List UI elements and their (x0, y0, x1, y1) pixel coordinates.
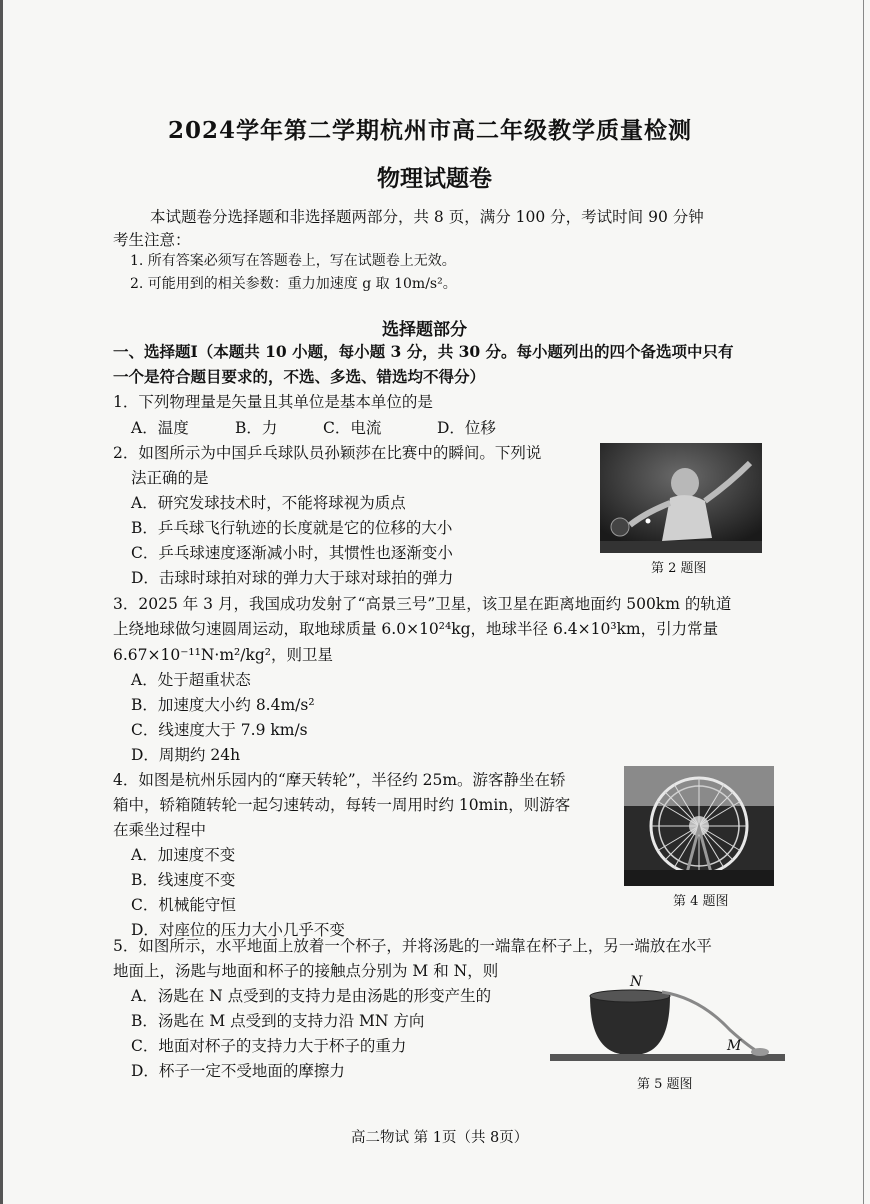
q5-option-a: A．汤匙在 N 点受到的支持力是由汤匙的形变产生的 (131, 987, 492, 1005)
scan-edge-right (863, 0, 864, 1204)
q1-option-b: B．力 (235, 419, 278, 437)
q4-option-a: A．加速度不变 (131, 846, 236, 864)
q5-option-d: D．杯子一定不受地面的摩擦力 (131, 1062, 345, 1080)
notice-item-2: 2. 可能用到的相关参数：重力加速度 g 取 10m/s²。 (130, 276, 457, 292)
section-heading-2: 一个是符合题目要求的，不选、多选、错选均不得分） (113, 367, 486, 386)
q3-stem-1: 3．2025 年 3 月，我国成功发射了“高景三号”卫星，该卫星在距离地面约 500km 的轨道 (113, 595, 732, 613)
q2-stem-1: 2．如图所示为中国乒乓球队员孙颖莎在比赛中的瞬间。下列说 (113, 444, 542, 462)
q2-option-c: C．乒乓球速度逐渐减小时，其惯性也逐渐变小 (131, 544, 453, 562)
q3-stem-2: 上绕地球做匀速圆周运动，取地球质量 6.0×10²⁴kg，地球半径 6.4×10³km，引力常量 (113, 620, 719, 638)
q3-option-a: A．处于超重状态 (131, 671, 251, 689)
page-footer: 高二物试 第 1页（共 8页） (351, 1130, 529, 1146)
q4-option-c: C．机械能守恒 (131, 896, 236, 914)
q4-caption: 第 4 题图 (673, 894, 729, 909)
page-title: 2024学年第二学期杭州市高二年级教学质量检测 (168, 117, 693, 144)
q1-option-d: D．位移 (437, 419, 496, 437)
point-m-label: M (727, 1038, 742, 1054)
point-n-label: N (630, 974, 643, 990)
q5-stem-2: 地面上，汤匙与地面和杯子的接触点分别为 M 和 N，则 (113, 962, 499, 980)
q2-stem-2: 法正确的是 (131, 469, 209, 487)
q2-table-tennis-photo (600, 443, 762, 553)
q4-option-d: D．对座位的压力大小几乎不变 (131, 921, 345, 939)
q1-option-c: C．电流 (323, 419, 382, 437)
intro-line: 本试题卷分选择题和非选择题两部分，共 8 页，满分 100 分，考试时间 90 分钟 (150, 208, 704, 226)
notice-label: 考生注意： (113, 231, 191, 249)
q4-ferris-wheel-photo (624, 766, 774, 886)
q2-option-d: D．击球时球拍对球的弹力大于球对球拍的弹力 (131, 569, 454, 587)
q5-caption: 第 5 题图 (637, 1077, 693, 1092)
q4-option-b: B．线速度不变 (131, 871, 236, 889)
q2-caption: 第 2 题图 (651, 561, 707, 576)
q3-option-b: B．加速度大小约 8.4m/s² (131, 696, 315, 714)
q5-option-b: B．汤匙在 M 点受到的支持力沿 MN 方向 (131, 1012, 425, 1030)
q1-stem: 1．下列物理量是矢量且其单位是基本单位的是 (113, 393, 433, 411)
q5-stem-1: 5．如图所示，水平地面上放着一个杯子，并将汤匙的一端靠在杯子上，另一端放在水平 (113, 937, 712, 955)
q1-option-a: A．温度 (131, 419, 189, 437)
q3-stem-3: 6.67×10⁻¹¹N·m²/kg²，则卫星 (113, 646, 333, 664)
scan-edge-left (0, 0, 3, 1204)
q2-option-b: B．乒乓球飞行轨迹的长度就是它的位移的大小 (131, 519, 453, 537)
q4-stem-2: 箱中，轿箱随转轮一起匀速转动，每转一周用时约 10min，则游客 (113, 796, 571, 814)
q2-option-a: A．研究发球技术时，不能将球视为质点 (131, 494, 406, 512)
q4-stem-1: 4．如图是杭州乐园内的“摩天转轮”，半径约 25m。游客静坐在轿 (113, 771, 566, 789)
q3-option-d: D．周期约 24h (131, 746, 241, 764)
q5-option-c: C．地面对杯子的支持力大于杯子的重力 (131, 1037, 407, 1055)
q4-stem-3: 在乘坐过程中 (113, 821, 207, 839)
section-title: 选择题部分 (382, 320, 467, 340)
q3-option-c: C．线速度大于 7.9 km/s (131, 721, 308, 739)
q5-cup-spoon-figure (550, 972, 785, 1067)
page-subtitle: 物理试题卷 (377, 165, 492, 192)
notice-item-1: 1. 所有答案必须写在答题卷上，写在试题卷上无效。 (130, 253, 456, 269)
section-heading-1: 一、选择题I（本题共 10 小题，每小题 3 分，共 30 分。每小题列出的四个备选项中只有 (113, 342, 734, 361)
